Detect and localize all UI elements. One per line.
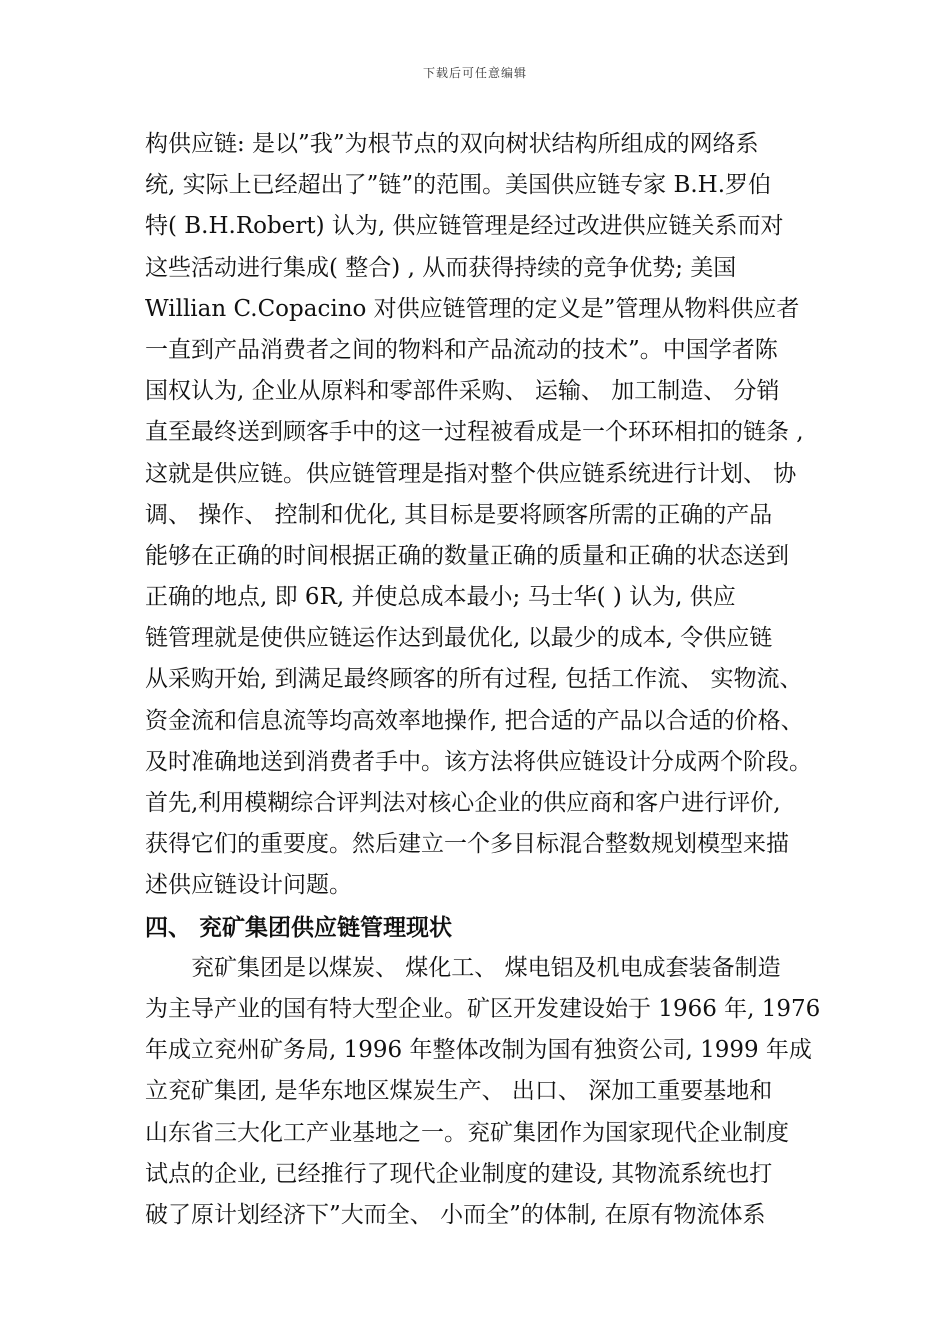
- text-line: 特( B.H.Robert) 认为, 供应链管理是经过改进供应链关系而对: [145, 213, 784, 240]
- text-line: 能够在正确的时间根据正确的数量正确的质量和正确的状态送到: [145, 542, 789, 569]
- section-text-line: 为主导产业的国有特大型企业。矿区开发建设始于 1966 年, 1976: [145, 995, 821, 1022]
- text-line: 调、 操作、 控制和优化, 其目标是要将顾客所需的正确的产品: [145, 501, 773, 528]
- text-line: 链管理就是使供应链运作达到最优化, 以最少的成本, 令供应链: [145, 625, 773, 652]
- text-line: 直至最终送到顾客手中的这一过程被看成是一个环环相扣的链条 ,: [145, 419, 804, 446]
- text-line: 这些活动进行集成( 整合) , 从而获得持续的竞争优势; 美国: [145, 254, 737, 281]
- text-line: 统, 实际上已经超出了”链”的范围。美国供应链专家 B.H.罗伯: [145, 172, 772, 199]
- text-line: 资金流和信息流等均高效率地操作, 把合适的产品以合适的价格、: [145, 707, 804, 734]
- document-body: [145, 124, 835, 1236]
- text-line: 获得它们的重要度。然后建立一个多目标混合整数规划模型来描: [145, 831, 789, 858]
- text-line: 及时准确地送到消费者手中。该方法将供应链设计分成两个阶段。: [145, 748, 812, 775]
- text-line: 述供应链设计问题。: [145, 872, 352, 899]
- text-line: 这就是供应链。供应链管理是指对整个供应链系统进行计划、 协: [145, 460, 797, 487]
- section-heading: 四、 兖矿集团供应链管理现状: [145, 913, 453, 941]
- section-text-line: 试点的企业, 已经推行了现代企业制度的建设, 其物流系统也打: [145, 1160, 773, 1187]
- text-line: 从采购开始, 到满足最终顾客的所有过程, 包括工作流、 实物流、: [145, 666, 803, 693]
- text-line: 一直到产品消费者之间的物料和产品流动的技术”。中国学者陈: [145, 336, 778, 363]
- section-text-line: 山东省三大化工产业基地之一。兖矿集团作为国家现代企业制度: [145, 1119, 789, 1146]
- section-text-line: 年成立兖州矿务局, 1996 年整体改制为国有独资公司, 1999 年成: [145, 1037, 812, 1064]
- text-line: Willian C.Copacino 对供应链管理的定义是”管理从物料供应者: [145, 295, 800, 322]
- page-header-note: 下载后可任意编辑: [422, 66, 527, 80]
- section-text-line: 破了原计划经济下”大而全、 小而全”的体制, 在原有物流体系: [145, 1201, 766, 1228]
- text-line: 正确的地点, 即 6R, 并使总成本最小; 马士华( ) 认为, 供应: [145, 584, 736, 611]
- text-line: 首先,利用模糊综合评判法对核心企业的供应商和客户进行评价,: [145, 790, 781, 816]
- section-text-line: 兖矿集团是以煤炭、 煤化工、 煤电铝及机电成套装备制造: [191, 954, 781, 981]
- text-line: 构供应链: 是以”我”为根节点的双向树状结构所组成的网络系: [145, 131, 759, 157]
- section-text-line: 立兖矿集团, 是华东地区煤炭生产、 出口、 深加工重要基地和: [145, 1078, 773, 1105]
- text-line: 国权认为, 企业从原料和零部件采购、 运输、 加工制造、 分销: [145, 378, 780, 405]
